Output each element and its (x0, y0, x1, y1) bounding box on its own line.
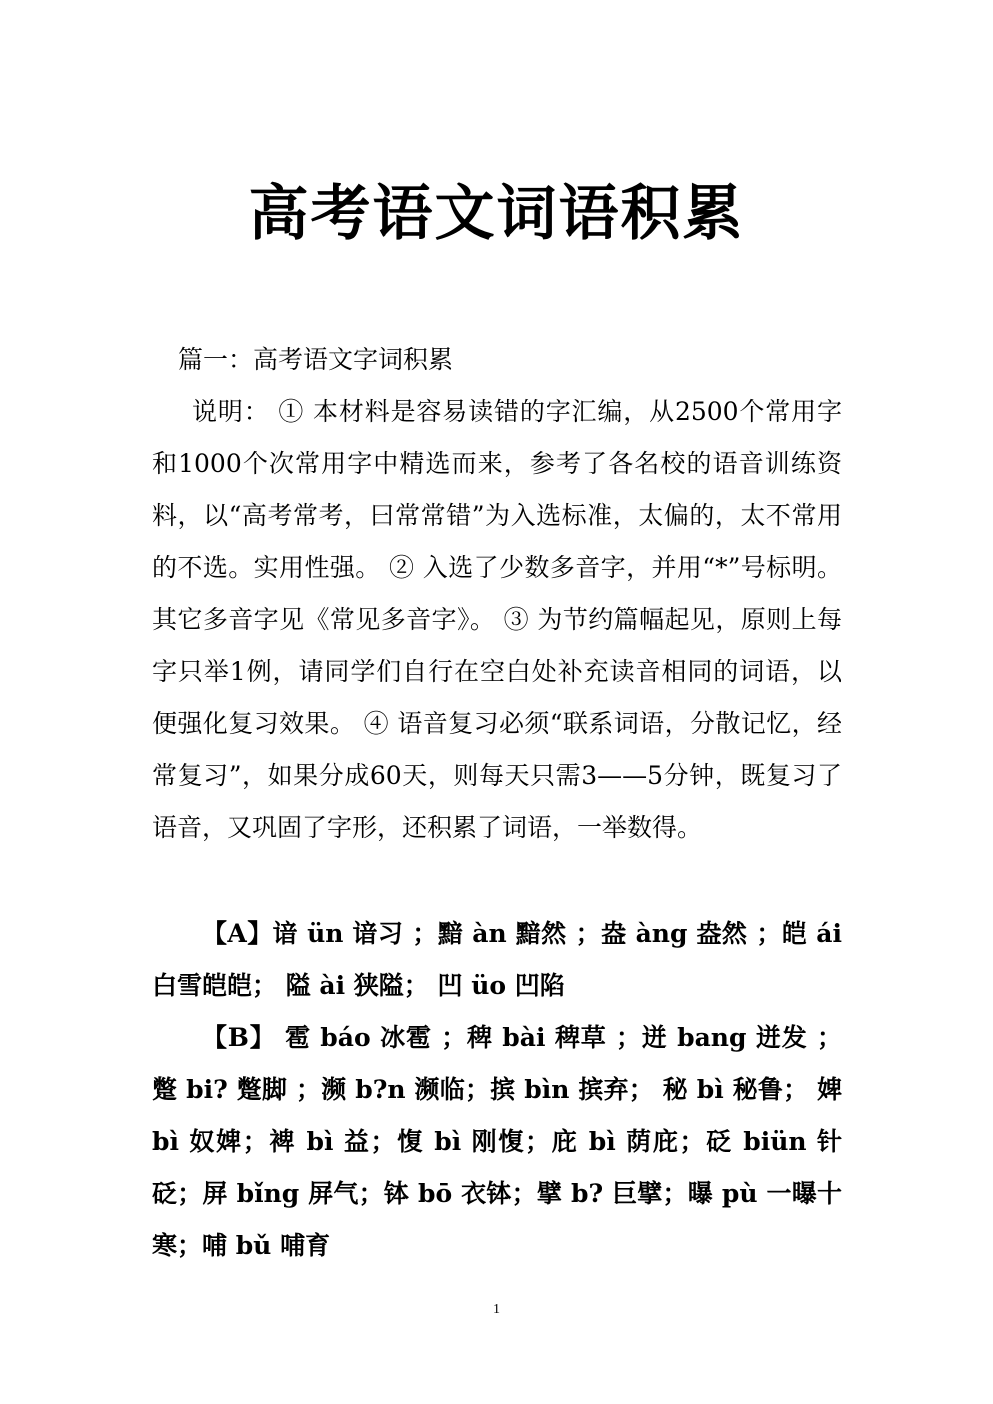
page-number: 1 (493, 1302, 500, 1317)
section-b-paragraph: 【B】 雹 báo 冰雹 ；稗 bài 稗草 ；迸 bang 迸发 ；蹩 bi? 蹩脚 ；濒 b?n 濒临；摈 bìn 摈弃； 秘 bì 秘鲁； 婢 bì 奴婢；裨 bì 益；愎 bì 刚愎；庇 bì 荫庇；砭 biün 针砭；屏 bǐng 屏气；钵 bō 衣钵；擘 b? 巨擘；曝 pù 一曝十寒；哺 bǔ 哺育 (152, 1023, 842, 1260)
document-title: 高考语文词语积累 (248, 179, 745, 249)
intro-paragraph: 说明： ① 本材料是容易读错的字汇编，从2500个常用字和1000个次常用字中精选而来，参考了各名校的语音训练资料，以“高考常考，曰常常错”为入选标准，太偏的，太不常用的不选。实用性强。 ② 入选了少数多音字，并用“*”号标明。其它多音字见《常见多音字》。 ③ 为节约篇幅起见，原则上每字只举1例，请同学们自行在空白处补充读音相同的词语，以便强化复习效果。 ④ 语音复习必须“联系词语，分散记忆，经常复习”，如果分成60天，则每天只需3——5分钟，既复习了语音，又巩固了字形，还积累了词语，一举数得。 (152, 397, 842, 842)
section-subtitle: 篇一：高考语文字词积累 (178, 345, 454, 374)
section-a-paragraph: 【A】谙 ün 谙习 ；黯 àn 黯然 ；盎 àng 盎然 ；皑 ái 白雪皑皑； 隘 ài 狭隘； 凹 üo 凹陷 (152, 919, 842, 1000)
